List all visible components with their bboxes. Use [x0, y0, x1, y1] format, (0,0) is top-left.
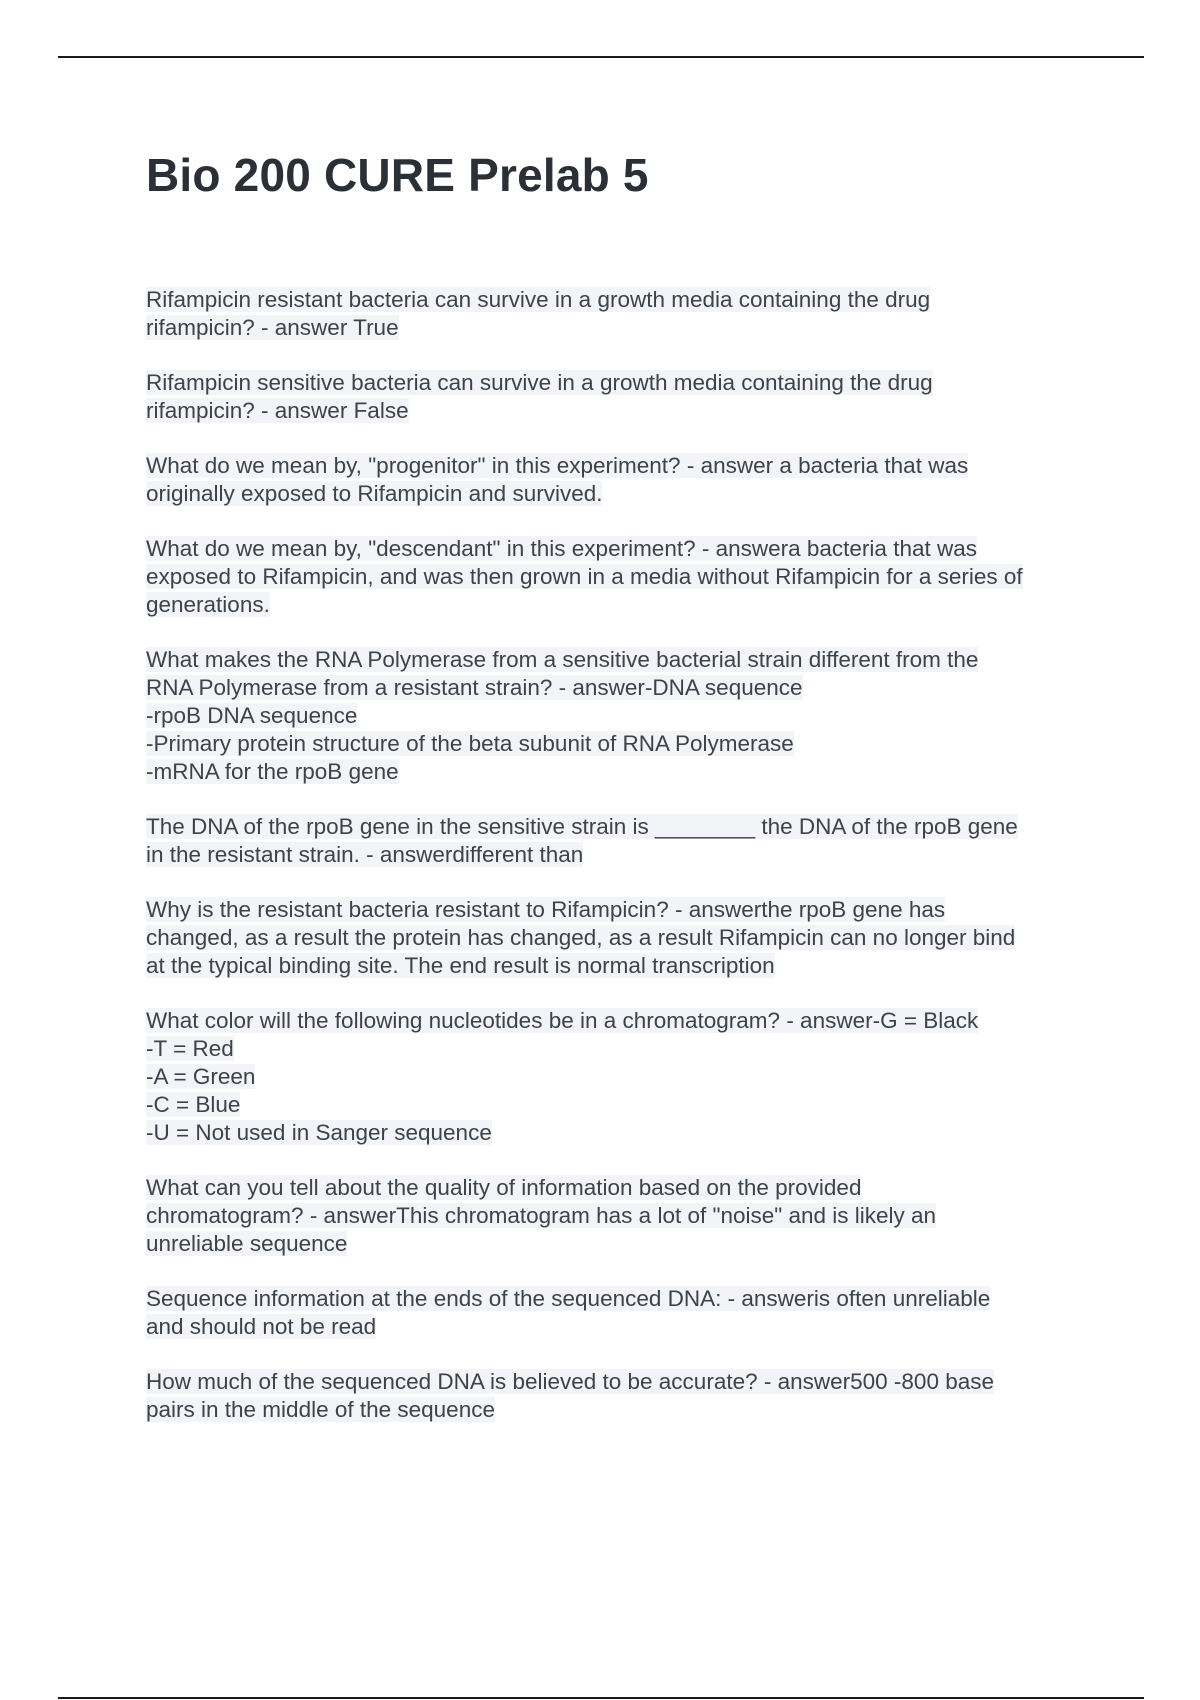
qa-line — [146, 1202, 1096, 1230]
bottom-divider — [58, 1697, 1144, 1699]
qa-line-text: -mRNA for the rpoB gene — [146, 759, 399, 784]
qa-line-text: Rifampicin sensitive bacteria can survive in a growth media containing the drug — [146, 370, 933, 395]
qa-line-text: -Primary protein structure of the beta subunit of RNA Polymerase — [146, 731, 794, 756]
qa-line — [146, 1035, 1096, 1063]
qa-line-text: -rpoB DNA sequence — [146, 703, 358, 728]
qa-line — [146, 1174, 1096, 1202]
page-title: Bio 200 CURE Prelab 5 — [146, 149, 649, 201]
qa-line-text: exposed to Rifampicin, and was then grown in a media without Rifampicin for a series of — [146, 564, 1023, 589]
qa-line — [146, 1285, 1096, 1313]
qa-line — [146, 952, 1096, 980]
qa-line — [146, 369, 1096, 397]
qa-line — [146, 924, 1096, 952]
qa-line — [146, 674, 1096, 702]
qa-item — [146, 813, 1096, 869]
qa-line — [146, 1091, 1096, 1119]
qa-line — [146, 1368, 1096, 1396]
qa-line-text: originally exposed to Rifampicin and survived. — [146, 481, 603, 506]
qa-line — [146, 452, 1096, 480]
qa-line — [146, 841, 1096, 869]
top-divider — [58, 56, 1144, 58]
qa-line — [146, 646, 1096, 674]
qa-line-text: How much of the sequenced DNA is believed to be accurate? - answer500 -800 base — [146, 1369, 995, 1394]
qa-line-text: Rifampicin resistant bacteria can survive in a growth media containing the drug — [146, 287, 931, 312]
qa-line-text: Why is the resistant bacteria resistant to Rifampicin? - answerthe rpoB gene has — [146, 897, 946, 922]
qa-line-text: -A = Green — [146, 1064, 256, 1089]
qa-item — [146, 1174, 1096, 1258]
qa-line — [146, 1119, 1096, 1147]
qa-line-text: unreliable sequence — [146, 1231, 348, 1256]
qa-line — [146, 1230, 1096, 1258]
qa-line — [146, 563, 1096, 591]
qa-line — [146, 896, 1096, 924]
qa-line-text: -U = Not used in Sanger sequence — [146, 1120, 492, 1145]
qa-line-text: and should not be read — [146, 1314, 377, 1339]
qa-item — [146, 1007, 1096, 1147]
qa-line-text: rifampicin? - answer True — [146, 315, 399, 340]
qa-line — [146, 535, 1096, 563]
qa-item — [146, 286, 1096, 342]
qa-line-text: What makes the RNA Polymerase from a sensitive bacterial strain different from the — [146, 647, 979, 672]
qa-line — [146, 758, 1096, 786]
qa-line-text: generations. — [146, 592, 270, 617]
qa-line-text: at the typical binding site. The end result is normal transcription — [146, 953, 775, 978]
qa-line — [146, 1396, 1096, 1424]
qa-line — [146, 813, 1096, 841]
qa-line-text: What color will the following nucleotides be in a chromatogram? - answer-G = Black — [146, 1008, 979, 1033]
qa-item — [146, 646, 1096, 786]
qa-line — [146, 1063, 1096, 1091]
qa-line — [146, 730, 1096, 758]
qa-line-text: -C = Blue — [146, 1092, 241, 1117]
qa-item — [146, 1285, 1096, 1341]
qa-line-text: changed, as a result the protein has changed, as a result Rifampicin can no longer bind — [146, 925, 1016, 950]
qa-line — [146, 1007, 1096, 1035]
qa-line-text: rifampicin? - answer False — [146, 398, 409, 423]
qa-line-text: The DNA of the rpoB gene in the sensitive strain is ________ the DNA of the rpoB gene — [146, 814, 1018, 839]
qa-item — [146, 452, 1096, 508]
qa-item — [146, 369, 1096, 425]
qa-list — [146, 286, 1096, 1451]
qa-line-text: What do we mean by, "descendant" in this experiment? - answera bacteria that was — [146, 536, 977, 561]
qa-line — [146, 591, 1096, 619]
qa-line-text: RNA Polymerase from a resistant strain? - answer-DNA sequence — [146, 675, 803, 700]
qa-line-text: pairs in the middle of the sequence — [146, 1397, 495, 1422]
qa-line-text: -T = Red — [146, 1036, 234, 1061]
qa-item — [146, 1368, 1096, 1424]
qa-line — [146, 286, 1096, 314]
qa-line — [146, 1313, 1096, 1341]
qa-item — [146, 535, 1096, 619]
qa-line-text: Sequence information at the ends of the sequenced DNA: - answeris often unreliable — [146, 1286, 991, 1311]
qa-line — [146, 314, 1096, 342]
qa-line — [146, 397, 1096, 425]
qa-line-text: What can you tell about the quality of information based on the provided — [146, 1175, 862, 1200]
qa-item — [146, 896, 1096, 980]
qa-line-text: What do we mean by, "progenitor" in this experiment? - answer a bacteria that was — [146, 453, 969, 478]
qa-line-text: in the resistant strain. - answerdifferent than — [146, 842, 584, 867]
qa-line — [146, 702, 1096, 730]
qa-line — [146, 480, 1096, 508]
qa-line-text: chromatogram? - answerThis chromatogram has a lot of "noise" and is likely an — [146, 1203, 937, 1228]
